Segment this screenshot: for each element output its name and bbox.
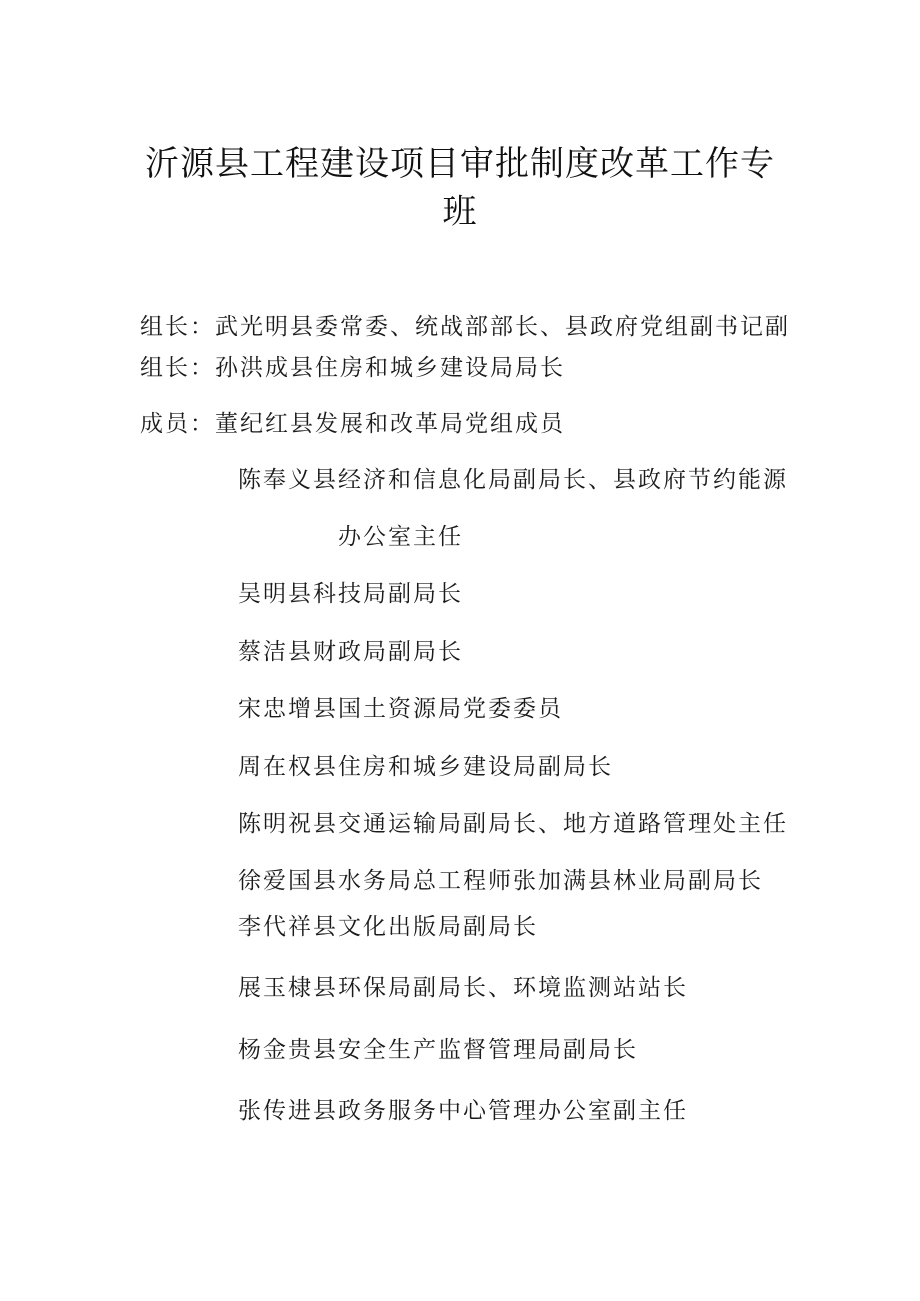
member-line: 宋忠增县国土资源局党委委员 bbox=[238, 696, 563, 722]
member-line: 李代祥县文化出版局副局长 bbox=[238, 914, 538, 940]
member-line: 吴明县科技局副局长 bbox=[238, 581, 463, 607]
member-line: 展玉棣县环保局副局长、环境监测站站长 bbox=[238, 975, 688, 1001]
document-title-line-1: 沂源县工程建设项目审批制度改革工作专 bbox=[145, 144, 775, 184]
member-line: 杨金贵县安全生产监督管理局副局长 bbox=[238, 1037, 638, 1063]
member-line: 蔡洁县财政局副局长 bbox=[238, 639, 463, 665]
document-title-line-2: 班 bbox=[442, 192, 478, 232]
member-line-continuation: 办公室主任 bbox=[338, 524, 463, 550]
member-line: 徐爱国县水务局总工程师张加满县林业局副局长 bbox=[238, 868, 763, 894]
members-first-line: 成员：董纪红县发展和改革局党组成员 bbox=[140, 411, 565, 437]
member-line: 周在权县住房和城乡建设局副局长 bbox=[238, 754, 613, 780]
member-line: 张传进县政务服务中心管理办公室副主任 bbox=[238, 1098, 688, 1124]
deputy-leader-line: 组长：孙洪成县住房和城乡建设局局长 bbox=[140, 355, 565, 381]
member-line: 陈奉义县经济和信息化局副局长、县政府节约能源 bbox=[238, 467, 788, 493]
member-line: 陈明祝县交通运输局副局长、地方道路管理处主任 bbox=[238, 811, 788, 837]
leader-line: 组长：武光明县委常委、统战部部长、县政府党组副书记副 bbox=[140, 314, 790, 340]
